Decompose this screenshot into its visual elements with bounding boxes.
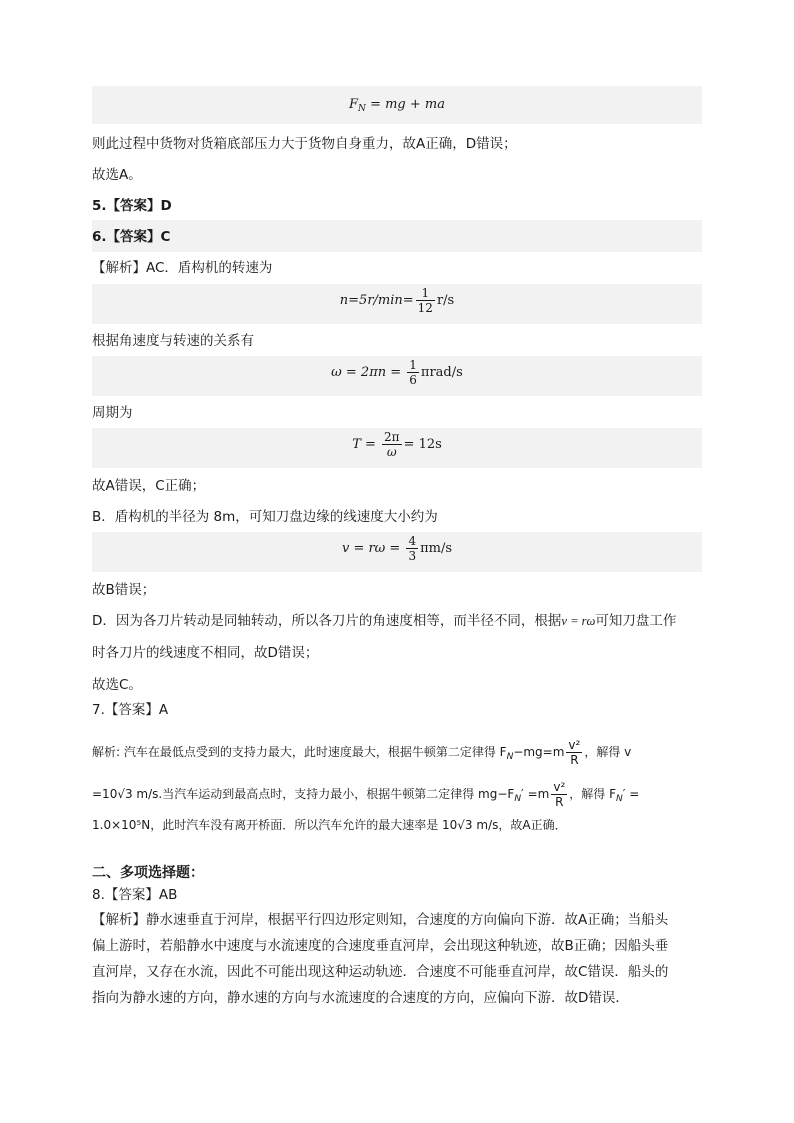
solution-line: 1.0×10⁵N，此时汽车没有离开桥面．所以汽车允许的最大速率是 10√3 m/s，故A正确． <box>92 818 567 832</box>
inline-formula: v = rω <box>561 614 596 628</box>
equation-speed: n=5r/min= $\frac{1}{12}$ r/s <box>339 286 455 315</box>
section-heading: 二、多项选择题： <box>92 865 204 881</box>
answer-6: 6.【答案】C <box>92 229 171 245</box>
paragraph: D．因为各刀片转动是同轴转动，所以各刀片的角速度相等，而半径不同，根据v = rω可知刀盘工作 <box>92 613 677 629</box>
paragraph: 偏上游时，若船静水中速度与水流速度的合速度垂直河岸，会出现这种轨迹，故B正确；因船头垂 <box>92 938 669 954</box>
highlight-box <box>92 220 702 252</box>
paragraph: 则此过程中货物对货箱底部压力大于货物自身重力，故A正确，D错误； <box>92 136 517 152</box>
paragraph: 故选A。 <box>92 167 142 183</box>
paragraph: 【解析】AC．盾构机的转速为 <box>92 260 273 276</box>
paragraph: 指向为静水速的方向，静水速的方向与水流速度的合速度的方向，应偏向下游．故D错误． <box>92 990 629 1006</box>
equation-velocity: v = rω = $\frac{4}{3}$ πm/s <box>341 534 453 563</box>
solution-line: 解析: 汽车在最低点受到的支持力最大，此时速度最大，根据牛顿第二定律得 $F_N-mg=m$ $\frac{\text{v²}}{R}$ ，解得 v <box>92 738 632 767</box>
answer-5: 5.【答案】D <box>92 198 172 214</box>
paragraph: 根据角速度与转速的关系有 <box>92 333 254 349</box>
paragraph: 故选C。 <box>92 677 142 693</box>
paragraph: 故A错误，C正确； <box>92 478 206 494</box>
answer-8: 8.【答案】AB <box>92 887 178 903</box>
equation-force: $F_N$ = mg + ma <box>349 97 445 114</box>
paragraph: 直河岸，又存在水流，因此不可能出现这种运动轨迹．合速度不可能垂直河岸，故C错误．船头的 <box>92 964 669 980</box>
paragraph: 时各刀片的线速度不相同，故D错误； <box>92 645 319 661</box>
solution-line: =10√3 m/s.当汽车运动到最高点时，支持力最小，根据牛顿第二定律得 $mg-F_N' =m$ $\frac{\text{v²}}{R}$ ，解得 $F_N'$ = <box>92 780 640 809</box>
answer-7: 7.【答案】A <box>92 702 169 718</box>
equation-period: T = $\frac{2\pi}{\omega}$ = 12s <box>352 430 442 459</box>
paragraph: 【解析】静水速垂直于河岸，根据平行四边形定则知，合速度的方向偏向下游．故A正确；当船头 <box>92 912 669 928</box>
equation-omega: ω = 2πn = $\frac{1}{6}$ πrad/s <box>331 358 463 387</box>
paragraph: B．盾构机的半径为 8m，可知刀盘边缘的线速度大小约为 <box>92 509 438 525</box>
paragraph: 周期为 <box>92 405 133 421</box>
paragraph: 故B错误； <box>92 582 156 598</box>
